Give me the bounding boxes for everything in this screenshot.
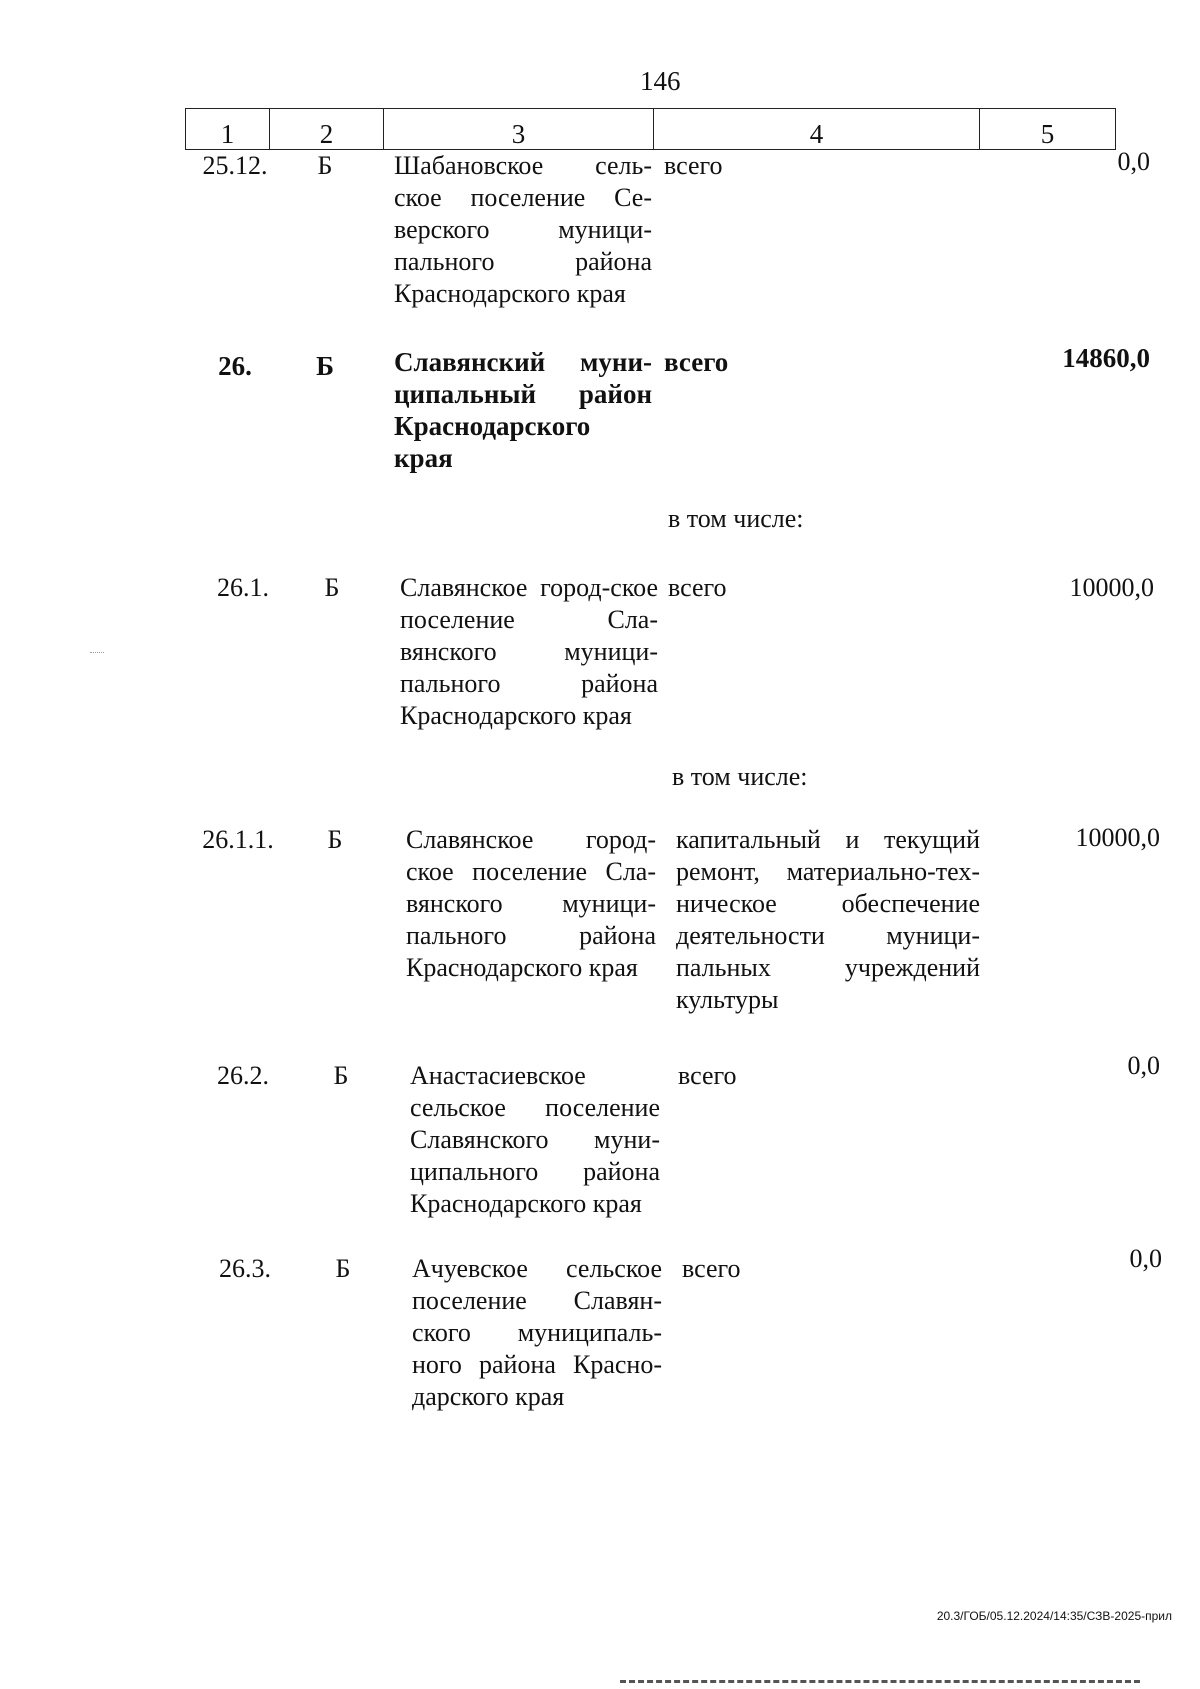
document-footer-code: 20.3/ГОБ/05.12.2024/14:35/СЗВ-2025-прил bbox=[936, 1609, 1172, 1623]
row-amount: 0,0 bbox=[1117, 147, 1150, 176]
row-name: Славянское город-ское поселение Сла-вянского муници-пального района Краснодарского края bbox=[400, 573, 658, 730]
row-number: 26. bbox=[218, 351, 252, 381]
note-including: в том числе: bbox=[668, 504, 804, 533]
row-name: Славянское город-ское поселение Сла-вянского муници-пального района Краснодарского края bbox=[406, 825, 656, 982]
row-number: 26.3. bbox=[219, 1254, 271, 1283]
scan-bottom-edge bbox=[620, 1680, 1140, 1689]
row-type: Б bbox=[327, 825, 343, 854]
row-purpose: всего bbox=[664, 151, 723, 180]
row-amount: 10000,0 bbox=[1075, 823, 1160, 852]
row-name: Анастасиевское сельское поселение Славянского муни-ципального района Краснодарского края bbox=[410, 1061, 660, 1218]
row-name: Славянский муни-ципальный район Краснодарского края bbox=[394, 347, 652, 473]
row-purpose: всего bbox=[682, 1254, 741, 1283]
row-purpose: всего bbox=[664, 347, 729, 377]
column-header-row bbox=[185, 108, 1116, 150]
column-header-3: 3 bbox=[384, 109, 654, 150]
row-amount: 0,0 bbox=[1129, 1244, 1162, 1273]
row-number: 25.12. bbox=[202, 151, 268, 180]
column-header-5: 5 bbox=[980, 109, 1116, 150]
row-amount: 14860,0 bbox=[1062, 343, 1150, 373]
row-type: Б bbox=[317, 151, 333, 180]
row-purpose: капитальный и текущий ремонт, материально-тех-ническое обеспечение деятельности муници-пальных учреждений культуры bbox=[676, 825, 980, 1014]
column-header-4: 4 bbox=[654, 109, 980, 150]
row-name: Ачуевское сельское поселение Славян-ского муниципаль-ного района Красно-дарского края bbox=[412, 1254, 662, 1411]
row-purpose: всего bbox=[668, 573, 727, 602]
row-type: Б bbox=[335, 1254, 351, 1283]
row-number: 26.2. bbox=[217, 1061, 269, 1090]
row-number: 26.1. bbox=[217, 573, 269, 602]
page-number: 146 bbox=[640, 66, 681, 96]
column-header-2: 2 bbox=[270, 109, 384, 150]
row-name: Шабановское сель-ское поселение Се-верского муници-пального района Краснодарского края bbox=[394, 151, 652, 308]
row-number: 26.1.1. bbox=[202, 825, 274, 854]
note-including: в том числе: bbox=[672, 762, 808, 791]
row-type: Б bbox=[333, 1061, 349, 1090]
row-amount: 10000,0 bbox=[1069, 573, 1154, 602]
column-header-1: 1 bbox=[186, 109, 270, 150]
row-amount: 0,0 bbox=[1127, 1051, 1160, 1080]
row-type: Б bbox=[324, 573, 340, 602]
row-type: Б bbox=[316, 351, 334, 381]
row-purpose: всего bbox=[678, 1061, 737, 1090]
scan-artifact bbox=[90, 652, 104, 655]
